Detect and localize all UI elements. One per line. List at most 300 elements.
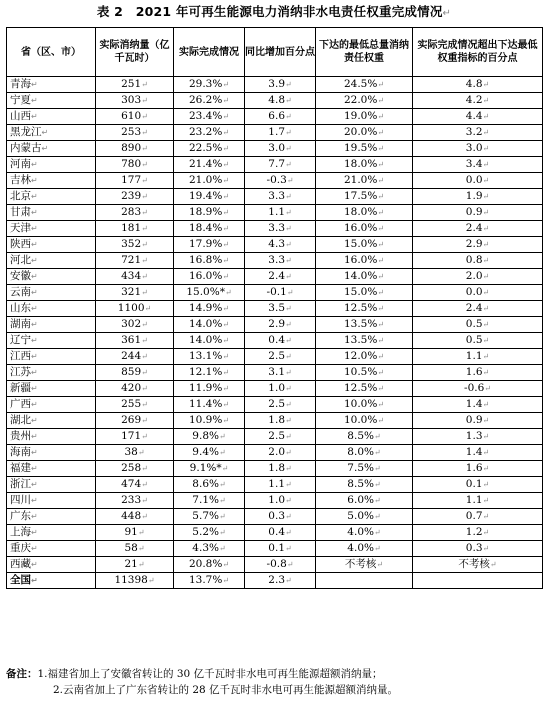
paragraph-mark: ↵ (141, 224, 148, 233)
paragraph-mark: ↵ (377, 256, 385, 265)
cell-yoy: 2.3↵ (245, 573, 316, 589)
paragraph-mark: ↵ (482, 448, 490, 457)
paragraph-mark: ↵ (377, 96, 385, 105)
cell-yoy: 2.0↵ (245, 445, 316, 461)
paragraph-mark: ↵ (141, 208, 148, 217)
paragraph-mark: ↵ (373, 480, 381, 489)
cell-yoy: 3.5↵ (245, 301, 316, 317)
paragraph-mark: ↵ (141, 176, 148, 185)
cell-actual: 11.4%↵ (174, 397, 245, 413)
cell-target: 12.5%↵ (316, 381, 413, 397)
cell-exceed: 4.4↵ (413, 109, 543, 125)
paragraph-mark: ↵ (141, 112, 148, 121)
cell-exceed: 0.5↵ (413, 333, 543, 349)
paragraph-mark: ↵ (222, 320, 230, 329)
paragraph-mark: ↵ (218, 432, 226, 441)
cell-actual: 21.0%↵ (174, 173, 245, 189)
paragraph-mark: ↵ (222, 192, 230, 201)
cell-target: 15.0%↵ (316, 285, 413, 301)
cell-actual: 9.8%↵ (174, 429, 245, 445)
cell-exceed: 3.2↵ (413, 125, 543, 141)
cell-yoy: -0.8↵ (245, 557, 316, 573)
paragraph-mark: ↵ (141, 384, 148, 393)
cell-yoy: 1.1↵ (245, 205, 316, 221)
cell-consumption: 251↵ (96, 77, 174, 93)
paragraph-mark: ↵ (31, 368, 38, 377)
cell-actual: 14.9%↵ (174, 301, 245, 317)
table-row (7, 253, 543, 269)
table-row (7, 477, 543, 493)
cell-exceed: 0.3↵ (413, 541, 543, 557)
cell-target: 8.5%↵ (316, 429, 413, 445)
paragraph-mark: ↵ (373, 448, 381, 457)
cell-province: 青海↵ (7, 77, 96, 93)
cell-exceed: 3.0↵ (413, 141, 543, 157)
cell-exceed: 1.9↵ (413, 189, 543, 205)
paragraph-mark: ↵ (373, 528, 381, 537)
table-row (7, 525, 543, 541)
cell-yoy: -0.3↵ (245, 173, 316, 189)
paragraph-mark: ↵ (285, 128, 292, 137)
paragraph-mark: ↵ (285, 272, 292, 281)
cell-province: 四川↵ (7, 493, 96, 509)
cell-actual: 16.8%↵ (174, 253, 245, 269)
paragraph-mark: ↵ (31, 208, 38, 217)
paragraph-mark: ↵ (218, 528, 226, 537)
paragraph-mark: ↵ (482, 288, 490, 297)
paragraph-mark: ↵ (285, 160, 292, 169)
paragraph-mark: ↵ (482, 368, 490, 377)
cell-yoy: 0.4↵ (245, 525, 316, 541)
cell-target: 16.0%↵ (316, 253, 413, 269)
paragraph-mark: ↵ (482, 512, 490, 521)
cell-actual: 17.9%↵ (174, 237, 245, 253)
cell-target: 18.0%↵ (316, 157, 413, 173)
paragraph-mark: ↵ (482, 352, 490, 361)
cell-yoy: 0.3↵ (245, 509, 316, 525)
cell-province: 重庆↵ (7, 541, 96, 557)
cell-yoy: 3.1↵ (245, 365, 316, 381)
cell-yoy: 3.0↵ (245, 141, 316, 157)
table-row (7, 157, 543, 173)
cell-actual: 26.2%↵ (174, 93, 245, 109)
table-row (7, 317, 543, 333)
paragraph-mark: ↵ (31, 416, 38, 425)
cell-target: 8.0%↵ (316, 445, 413, 461)
paragraph-mark: ↵ (137, 448, 145, 457)
paragraph-mark: ↵ (482, 192, 490, 201)
paragraph-mark: ↵ (31, 320, 38, 329)
paragraph-mark: ↵ (31, 160, 38, 169)
cell-province: 西藏↵ (7, 557, 96, 573)
cell-exceed: 0.9↵ (413, 413, 543, 429)
notes-label: 备注： (6, 668, 38, 680)
cell-exceed: 1.6↵ (413, 365, 543, 381)
paragraph-mark: ↵ (285, 80, 292, 89)
cell-exceed: 0.9↵ (413, 205, 543, 221)
cell-actual: 18.9%↵ (174, 205, 245, 221)
cell-consumption: 303↵ (96, 93, 174, 109)
paragraph-mark: ↵ (31, 240, 38, 249)
cell-actual: 12.1%↵ (174, 365, 245, 381)
table-row (7, 221, 543, 237)
table-row (7, 381, 543, 397)
table-row (7, 445, 543, 461)
paragraph-mark: ↵ (482, 304, 490, 313)
notes (6, 666, 540, 698)
cell-actual: 13.1%↵ (174, 349, 245, 365)
paragraph-mark: ↵ (222, 256, 230, 265)
paragraph-mark: ↵ (285, 144, 292, 153)
col-header-target: 下达的最低总量消纳责任权重 (316, 28, 413, 77)
cell-province: 新疆↵ (7, 381, 96, 397)
paragraph-mark: ↵ (31, 432, 38, 441)
cell-yoy: 1.1↵ (245, 477, 316, 493)
table-row (7, 237, 543, 253)
paragraph-mark: ↵ (377, 352, 385, 361)
paragraph-mark: ↵ (285, 320, 292, 329)
cell-province: 上海↵ (7, 525, 96, 541)
paragraph-mark: ↵ (286, 560, 294, 569)
cell-consumption: 321↵ (96, 285, 174, 301)
cell-target: 17.5%↵ (316, 189, 413, 205)
cell-actual: 5.7%↵ (174, 509, 245, 525)
cell-yoy: 0.1↵ (245, 541, 316, 557)
col-header-consumption: 实际消纳量（亿千瓦时） (96, 28, 174, 77)
paragraph-mark: ↵ (31, 384, 38, 393)
cell-exceed: 4.8↵ (413, 77, 543, 93)
cell-consumption: 181↵ (96, 221, 174, 237)
paragraph-mark: ↵ (484, 384, 491, 393)
paragraph-mark: ↵ (222, 160, 230, 169)
paragraph-mark: ↵ (224, 288, 232, 297)
header-row (7, 28, 543, 77)
paragraph-mark: ↵ (137, 528, 145, 537)
paragraph-mark: ↵ (377, 224, 385, 233)
cell-target: 4.0%↵ (316, 541, 413, 557)
cell-actual: 16.0%↵ (174, 269, 245, 285)
cell-exceed: 3.4↵ (413, 157, 543, 173)
paragraph-mark: ↵ (41, 128, 49, 137)
cell-yoy: 2.4↵ (245, 269, 316, 285)
cell-exceed: 1.6↵ (413, 461, 543, 477)
paragraph-mark: ↵ (141, 416, 148, 425)
paragraph-mark: ↵ (285, 192, 292, 201)
table-row (7, 493, 543, 509)
paragraph-mark: ↵ (31, 496, 38, 505)
paragraph-mark: ↵ (221, 464, 229, 473)
paragraph-mark: ↵ (285, 208, 292, 217)
paragraph-mark: ↵ (482, 256, 490, 265)
cell-exceed: 1.4↵ (413, 445, 543, 461)
paragraph-mark: ↵ (222, 208, 230, 217)
paragraph-mark: ↵ (222, 576, 230, 585)
paragraph-mark: ↵ (218, 448, 226, 457)
paragraph-mark: ↵ (141, 240, 148, 249)
paragraph-mark: ↵ (31, 560, 38, 569)
cell-consumption: 474↵ (96, 477, 174, 493)
cell-target: 10.5%↵ (316, 365, 413, 381)
paragraph-mark: ↵ (141, 144, 148, 153)
paragraph-mark: ↵ (31, 192, 38, 201)
table-row (7, 285, 543, 301)
cell-exceed: 0.7↵ (413, 509, 543, 525)
note-line-1: 备注：1.福建省加上了安徽省转让的 30 亿千瓦时非水电可再生能源超额消纳量； (6, 668, 383, 680)
cell-yoy: 3.9↵ (245, 77, 316, 93)
paragraph-mark: ↵ (482, 160, 490, 169)
cell-target: 10.0%↵ (316, 397, 413, 413)
cell-consumption: 361↵ (96, 333, 174, 349)
paragraph-mark: ↵ (285, 336, 292, 345)
paragraph-mark: ↵ (31, 288, 38, 297)
cell-province: 河北↵ (7, 253, 96, 269)
cell-yoy: 6.6↵ (245, 109, 316, 125)
paragraph-mark: ↵ (482, 112, 490, 121)
cell-province: 山西↵ (7, 109, 96, 125)
table-row (7, 541, 543, 557)
col-header-yoy: 同比增加百分点 (245, 28, 316, 77)
paragraph-mark: ↵ (141, 256, 148, 265)
paragraph-mark: ↵ (482, 224, 490, 233)
cell-province: 海南↵ (7, 445, 96, 461)
paragraph-mark: ↵ (141, 352, 148, 361)
cell-target: 13.5%↵ (316, 333, 413, 349)
cell-yoy: 3.3↵ (245, 253, 316, 269)
cell-exceed: 0.0↵ (413, 285, 543, 301)
cell-consumption: 38↵ (96, 445, 174, 461)
cell-target: 24.5%↵ (316, 77, 413, 93)
paragraph-mark: ↵ (377, 400, 385, 409)
paragraph-mark: ↵ (285, 240, 292, 249)
cell-actual: 15.0%*↵ (174, 285, 245, 301)
paragraph-mark: ↵ (31, 224, 38, 233)
cell-consumption: 21↵ (96, 557, 174, 573)
cell-actual: 9.4%↵ (174, 445, 245, 461)
cell-target: 12.5%↵ (316, 301, 413, 317)
table-row (7, 141, 543, 157)
paragraph-mark: ↵ (285, 480, 292, 489)
cell-consumption: 91↵ (96, 525, 174, 541)
paragraph-mark: ↵ (222, 128, 230, 137)
paragraph-mark: ↵ (482, 208, 490, 217)
cell-consumption: 610↵ (96, 109, 174, 125)
paragraph-mark: ↵ (377, 336, 385, 345)
cell-yoy: 1.8↵ (245, 413, 316, 429)
paragraph-mark: ↵ (285, 576, 292, 585)
cell-target: 6.0%↵ (316, 493, 413, 509)
paragraph-mark: ↵ (222, 304, 230, 313)
paragraph-mark: ↵ (376, 560, 384, 569)
cell-province: 广西↵ (7, 397, 96, 413)
note-line-2: 2.云南省加上了广东省转让的 28 亿千瓦时非水电可再生能源超额消纳量。 (53, 684, 399, 696)
cell-target: 10.0%↵ (316, 413, 413, 429)
paragraph-mark: ↵ (377, 320, 385, 329)
cell-exceed: -0.6↵ (413, 381, 543, 397)
paragraph-mark: ↵ (285, 432, 292, 441)
cell-target: 4.0%↵ (316, 525, 413, 541)
paragraph-mark: ↵ (285, 528, 292, 537)
paragraph-mark: ↵ (285, 400, 292, 409)
cell-province: 江西↵ (7, 349, 96, 365)
cell-target: 18.0%↵ (316, 205, 413, 221)
paragraph-mark: ↵ (141, 464, 148, 473)
paragraph-mark: ↵ (31, 80, 38, 89)
paragraph-mark: ↵ (373, 544, 381, 553)
paragraph-mark: ↵ (218, 496, 226, 505)
cell-province: 浙江↵ (7, 477, 96, 493)
cell-target: 不考核↵ (316, 557, 413, 573)
paragraph-mark: ↵ (377, 112, 385, 121)
cell-province: 黑龙江↵ (7, 125, 96, 141)
paragraph-mark: ↵ (285, 448, 292, 457)
table-row (7, 205, 543, 221)
cell-province: 湖北↵ (7, 413, 96, 429)
paragraph-mark: ↵ (222, 96, 230, 105)
paragraph-mark: ↵ (482, 432, 490, 441)
table-title: 表 2 2021 年可再生能源电力消纳非水电责任权重完成情况↵ (96, 4, 452, 19)
cell-province: 湖南↵ (7, 317, 96, 333)
table-row (7, 365, 543, 381)
table-row (7, 413, 543, 429)
paragraph-mark: ↵ (377, 160, 385, 169)
cell-consumption: 1100↵ (96, 301, 174, 317)
paragraph-mark: ↵ (137, 560, 145, 569)
cell-yoy: 4.3↵ (245, 237, 316, 253)
cell-actual: 11.9%↵ (174, 381, 245, 397)
paragraph-mark: ↵ (141, 320, 148, 329)
paragraph-mark: ↵ (141, 432, 148, 441)
paragraph-mark: ↵ (377, 304, 385, 313)
cell-consumption: 244↵ (96, 349, 174, 365)
col-header-exceed: 实际完成情况超出下达最低权重指标的百分点 (413, 28, 543, 77)
cell-exceed: 1.4↵ (413, 397, 543, 413)
paragraph-mark: ↵ (144, 304, 152, 313)
cell-consumption: 171↵ (96, 429, 174, 445)
cell-consumption: 255↵ (96, 397, 174, 413)
cell-province: 江苏↵ (7, 365, 96, 381)
paragraph-mark: ↵ (222, 176, 230, 185)
paragraph-mark: ↵ (286, 176, 294, 185)
cell-consumption: 448↵ (96, 509, 174, 525)
paragraph-mark: ↵ (141, 336, 148, 345)
cell-consumption: 420↵ (96, 381, 174, 397)
paragraph-mark: ↵ (31, 352, 38, 361)
paragraph-mark: ↵ (222, 352, 230, 361)
cell-province: 天津↵ (7, 221, 96, 237)
cell-actual: 9.1%*↵ (174, 461, 245, 477)
table-row (7, 429, 543, 445)
paragraph-mark: ↵ (222, 368, 230, 377)
paragraph-mark: ↵ (285, 304, 292, 313)
cell-yoy: 0.4↵ (245, 333, 316, 349)
cell-exceed: 0.1↵ (413, 477, 543, 493)
cell-yoy: 1.0↵ (245, 493, 316, 509)
table-row (7, 397, 543, 413)
col-header-actual: 实际完成情况 (174, 28, 245, 77)
table-row (7, 77, 543, 93)
cell-exceed: 2.9↵ (413, 237, 543, 253)
paragraph-mark: ↵ (482, 176, 490, 185)
paragraph-mark: ↵ (141, 80, 148, 89)
cell-target: 21.0%↵ (316, 173, 413, 189)
paragraph-mark: ↵ (141, 480, 148, 489)
paragraph-mark: ↵ (31, 464, 38, 473)
paragraph-mark: ↵ (377, 208, 385, 217)
cell-province: 辽宁↵ (7, 333, 96, 349)
cell-exceed: 不考核↵ (413, 557, 543, 573)
cell-exceed: 1.3↵ (413, 429, 543, 445)
cell-province: 云南↵ (7, 285, 96, 301)
paragraph-mark: ↵ (373, 432, 381, 441)
paragraph-mark: ↵ (41, 144, 49, 153)
paragraph-mark: ↵ (482, 336, 490, 345)
table-row (7, 189, 543, 205)
cell-yoy: 2.9↵ (245, 317, 316, 333)
cell-actual: 14.0%↵ (174, 317, 245, 333)
cell-exceed: 0.8↵ (413, 253, 543, 269)
paragraph-mark: ↵ (222, 416, 230, 425)
cell-target: 16.0%↵ (316, 221, 413, 237)
cell-province: 内蒙古↵ (7, 141, 96, 157)
paragraph-mark: ↵ (31, 448, 38, 457)
cell-yoy: 2.5↵ (245, 397, 316, 413)
cell-actual: 29.3%↵ (174, 77, 245, 93)
data-table (6, 27, 543, 589)
paragraph-mark: ↵ (482, 480, 490, 489)
table-row (7, 349, 543, 365)
paragraph-mark: ↵ (373, 496, 381, 505)
cell-consumption: 258↵ (96, 461, 174, 477)
cell-consumption: 177↵ (96, 173, 174, 189)
cell-province: 山东↵ (7, 301, 96, 317)
paragraph-mark: ↵ (482, 272, 490, 281)
paragraph-mark: ↵ (373, 464, 381, 473)
cell-actual: 14.0%↵ (174, 333, 245, 349)
cell-exceed: 4.2↵ (413, 93, 543, 109)
cell-actual: 10.9%↵ (174, 413, 245, 429)
cell-actual: 23.4%↵ (174, 109, 245, 125)
cell-yoy: 1.0↵ (245, 381, 316, 397)
cell-consumption: 253↵ (96, 125, 174, 141)
paragraph-mark: ↵ (482, 240, 490, 249)
paragraph-mark: ↵ (31, 480, 38, 489)
paragraph-mark: ↵ (222, 112, 230, 121)
paragraph-mark: ↵ (218, 480, 226, 489)
paragraph-mark: ↵ (285, 464, 292, 473)
cell-consumption: 780↵ (96, 157, 174, 173)
paragraph-mark: ↵ (222, 80, 230, 89)
paragraph-mark: ↵ (285, 368, 292, 377)
paragraph-mark: ↵ (31, 176, 38, 185)
cell-exceed: 1.2↵ (413, 525, 543, 541)
cell-yoy: 3.3↵ (245, 189, 316, 205)
paragraph-mark: ↵ (482, 496, 490, 505)
table-row (7, 269, 543, 285)
paragraph-mark: ↵ (377, 144, 385, 153)
paragraph-mark: ↵ (285, 352, 292, 361)
paragraph-mark: ↵ (218, 544, 226, 553)
paragraph-mark: ↵ (482, 544, 490, 553)
paragraph-mark: ↵ (31, 112, 38, 121)
table-row (7, 333, 543, 349)
cell-actual: 20.8%↵ (174, 557, 245, 573)
cell-yoy: 4.8↵ (245, 93, 316, 109)
table-row (7, 509, 543, 525)
paragraph-mark: ↵ (285, 512, 292, 521)
paragraph-mark: ↵ (141, 272, 148, 281)
cell-actual: 21.4%↵ (174, 157, 245, 173)
cell-actual: 4.3%↵ (174, 541, 245, 557)
